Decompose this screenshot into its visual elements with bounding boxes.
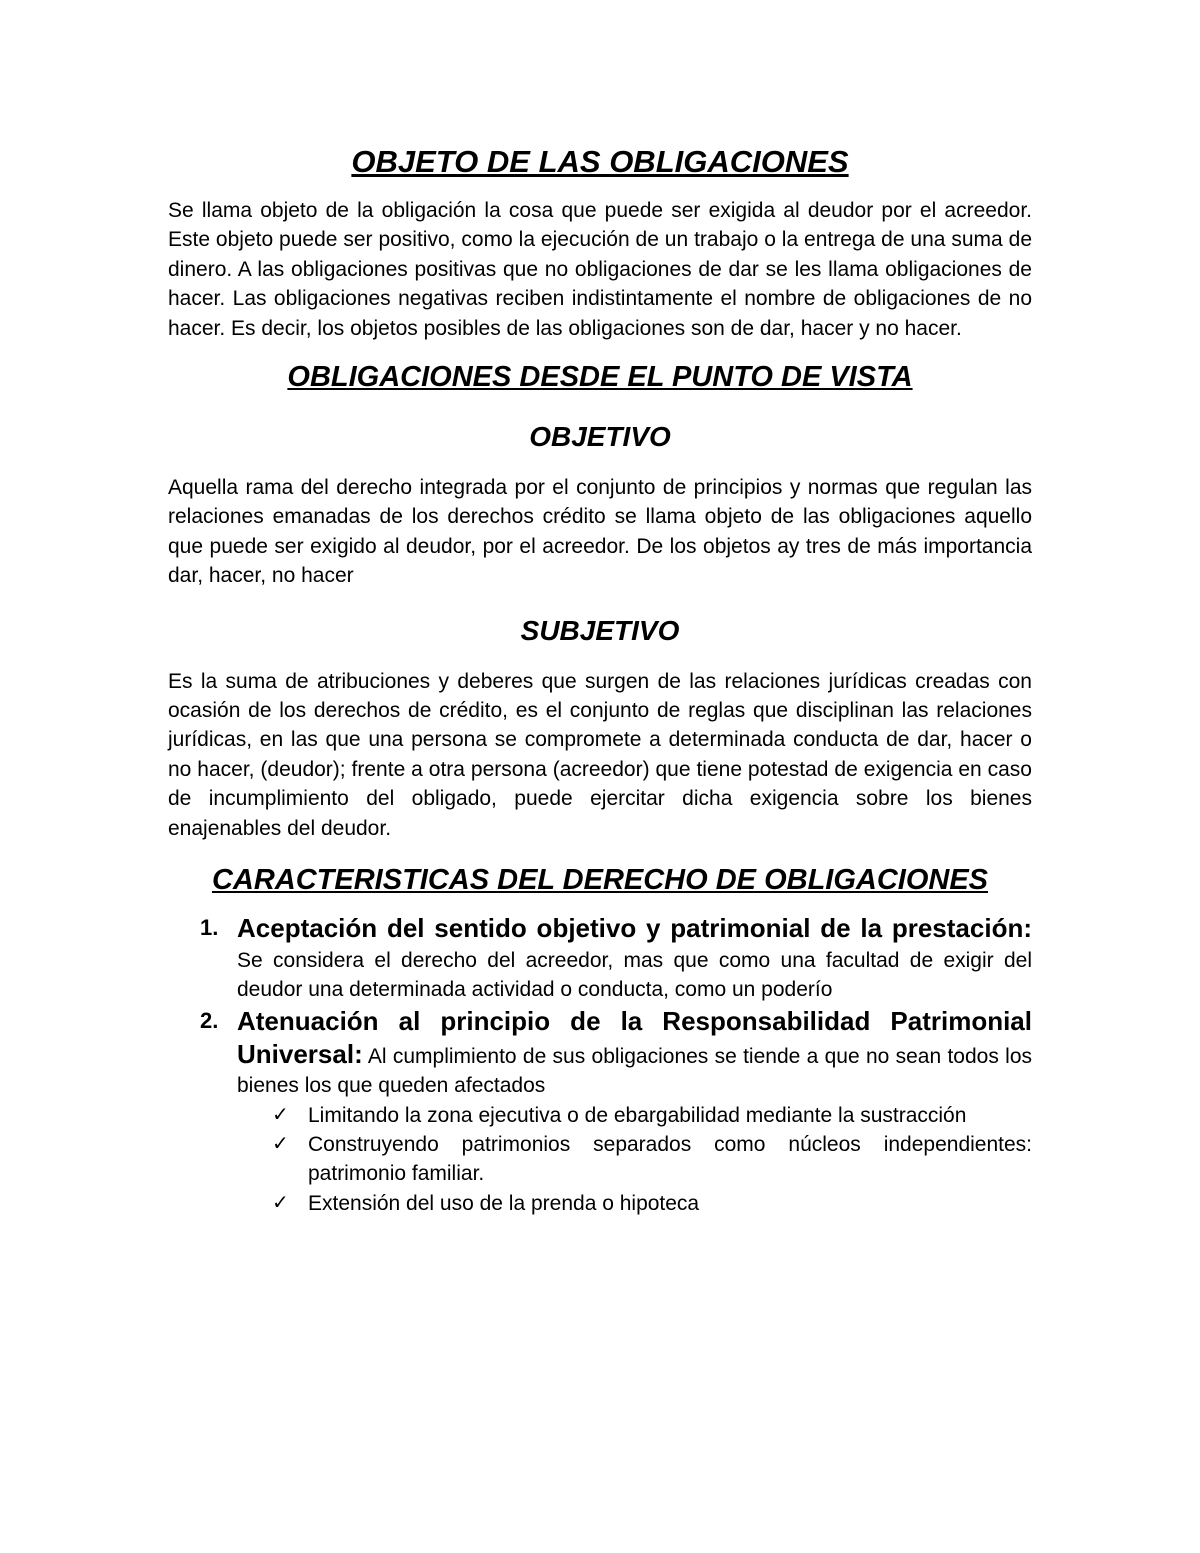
intro-paragraph: Se llama objeto de la obligación la cosa que puede ser exigida al deudor por el acreedor. Este objeto puede ser positivo, como la ejecución de un trabajo o la entrega de una suma de dinero. A las obligaciones positivas que no obligaciones de dar se les llama obligaciones de hacer. Las obligaciones negativas reciben indistintamente el nombre de obligaciones de no hacer. Es decir, los objetos posibles de las obligaciones son de dar, hacer y no hacer. — [168, 199, 1032, 340]
objetivo-paragraph: Aquella rama del derecho integrada por el conjunto de principios y normas que regulan las relaciones emanadas de los derechos crédito se llama objeto de las obligaciones aquello que puede ser exigido al deudor, por el acreedor. De los objetos ay tres de más importancia dar, hacer, no hacer — [168, 476, 1032, 588]
check-list-item — [168, 1101, 1032, 1130]
check-icon: ✓ — [272, 1191, 289, 1214]
check-list-item — [168, 1130, 1032, 1189]
check-icon: ✓ — [272, 1103, 289, 1126]
subjetivo-paragraph: Es la suma de atribuciones y deberes que surgen de las relaciones jurídicas creadas con ocasión de los derechos de crédito, es el conjunto de reglas que disciplinan las relaciones jurídicas, en las que una persona se compromete a determinada conducta de dar, hacer o no hacer, (deudor); frente a otra persona (acreedor) que tiene potestad de exigencia en caso de incumplimiento del obligado, puede ejercitar dicha exigencia sobre los bienes enajenables del deudor. — [168, 669, 1032, 840]
list-number: 2. — [200, 1008, 219, 1034]
subheading-subjetivo: SUBJETIVO — [520, 614, 680, 646]
list-item-text: Al cumplimiento de sus obligaciones se tiende a que no sean todos los bienes los que queden afectados — [237, 1044, 1032, 1098]
list-item — [168, 1006, 1032, 1218]
check-list — [237, 1101, 1032, 1219]
list-number: 1. — [200, 915, 219, 941]
check-list-item — [168, 1189, 1032, 1218]
check-list-item-text: Construyendo patrimonios separados como núcleos independientes: patrimonio familiar. — [308, 1132, 1032, 1186]
list-item-text: Se considera el derecho del acreedor, mas que como una facultad de exigir del deudor una determinada actividad o conducta, como un poderío — [237, 948, 1032, 1001]
section-title-punto-de-vista: OBLIGACIONES DESDE EL PUNTO DE VISTA — [287, 361, 913, 394]
document-title: OBJETO DE LAS OBLIGACIONES — [351, 144, 849, 179]
characteristics-list — [168, 913, 1032, 1218]
check-list-item-text: Extensión del uso de la prenda o hipoteca — [308, 1191, 700, 1215]
section-title-caracteristicas: CARACTERISTICAS DEL DERECHO DE OBLIGACIONES — [211, 864, 989, 897]
subheading-objetivo: OBJETIVO — [529, 421, 671, 453]
check-list-item-text: Limitando la zona ejecutiva o de ebargabilidad mediante la sustracción — [308, 1103, 967, 1127]
check-icon: ✓ — [272, 1132, 289, 1155]
document-page — [168, 142, 1032, 1218]
list-item-lead: Atenuación al principio de la Responsabilidad Patrimonial Universal: — [237, 1006, 1032, 1069]
list-item — [168, 913, 1032, 1004]
list-item-lead: Aceptación del sentido objetivo y patrimonial de la prestación: — [237, 913, 1032, 944]
